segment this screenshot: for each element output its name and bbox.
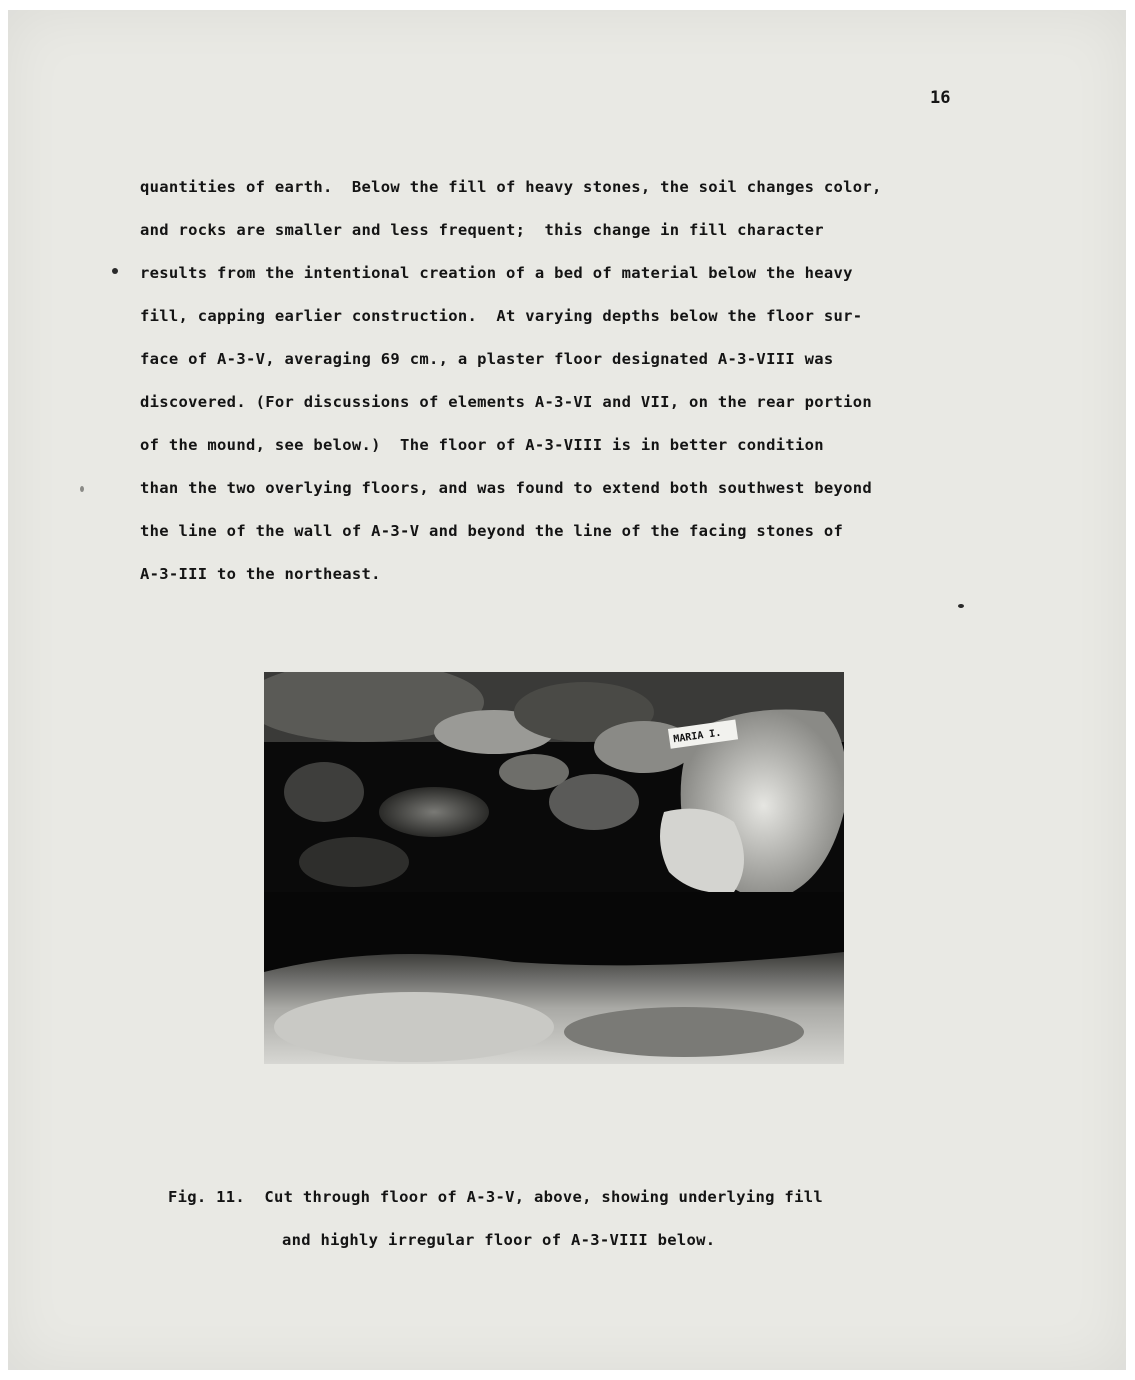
document-page (8, 10, 1126, 1370)
excavation-photo (264, 672, 844, 1064)
page-number: 16 (930, 88, 951, 108)
scan-speck (112, 268, 118, 274)
figure-caption (168, 1176, 988, 1262)
body-line: face of A-3-V, averaging 69 cm., a plaster floor designated A-3-VIII was (140, 350, 834, 368)
scan-speck (80, 486, 84, 492)
caption-line-2: and highly irregular floor of A-3-VIII below. (282, 1231, 716, 1249)
body-line: the line of the wall of A-3-V and beyond the line of the facing stones of (140, 522, 844, 540)
body-line: and rocks are smaller and less frequent; this change in fill character (140, 221, 824, 239)
body-paragraph (140, 166, 1000, 596)
body-line: fill, capping earlier construction. At varying depths below the floor sur- (140, 307, 863, 325)
caption-line-1: Fig. 11. Cut through floor of A-3-V, above, showing underlying fill (168, 1188, 823, 1206)
scan-speck (958, 604, 964, 608)
body-line: quantities of earth. Below the fill of heavy stones, the soil changes color, (140, 178, 882, 196)
body-line: results from the intentional creation of a bed of material below the heavy (140, 264, 853, 282)
body-line: of the mound, see below.) The floor of A-3-VIII is in better condition (140, 436, 824, 454)
body-line: A-3-III to the northeast. (140, 565, 381, 583)
body-line: discovered. (For discussions of elements A-3-VI and VII, on the rear portion (140, 393, 873, 411)
body-line: than the two overlying floors, and was found to extend both southwest beyond (140, 479, 873, 497)
photo-tag-label: MARIA I. (672, 727, 722, 746)
